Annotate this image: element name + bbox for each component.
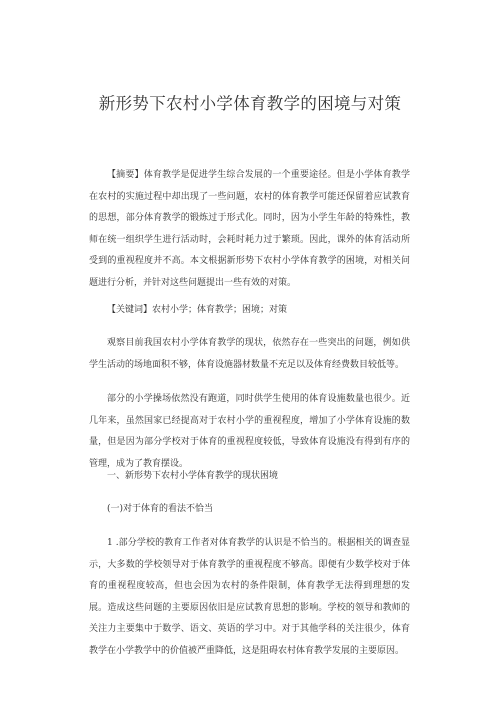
keywords-paragraph: 【关键词】农村小学；体育教学；困境；对策 bbox=[107, 305, 288, 315]
body-paragraph-1: 观察目前我国农村小学体育教学的现状，依然存在一些突出的问题，例如供学生活动的场地面积不够，体育设施器材数量不充足以及体育经费数目较低等。 bbox=[89, 338, 410, 370]
section-heading: 一、新形势下农村小学体育教学的现状困境 bbox=[107, 471, 279, 481]
point-1-paragraph: 1 .部分学校的教育工作者对体育教学的认识是不恰当的。根据相关的调查显示，大多数的学校领导对于体育教学的重视程度不够高。即便有少数学校对于体育的重视程度较高，但也会因为农村的条件限制，体育教学无法得到理想的发展。造成这些问题的主要原因依旧是应试教育思想的影响。学校的领导和教师的关注力主要集中于数学、语文、英语的学习中。对于其他学科的关注很少，体育教学在小学教学中的价值被严重降低，这是阻碍农村体育教学发展的主要原因。 bbox=[89, 538, 410, 656]
document-title: 新形势下农村小学体育教学的困境与对策 bbox=[98, 94, 402, 113]
body-paragraph-2: 部分的小学操场依然没有跑道，同时供学生使用的体育设施数量也很少。近几年来，虽然国家已经提高对于农村小学的重视程度，增加了小学体育设施的数量，但是因为部分学校对于体育的重视程度较低，导致体育设施没有得到有序的管理，成为了教育摆设。 bbox=[89, 394, 410, 469]
subsection-heading: (一)对于体育的看法不恰当 bbox=[107, 504, 214, 514]
abstract-paragraph: 【摘要】体育教学是促进学生综合发展的一个重要途径。但是小学体育教学在农村的实施过程中却出现了一些问题，农村的体育教学可能还保留着应试教育的思想，部分体育教学的锻炼过于形式化。同时，因为小学生年龄的特殊性，教师在统一组织学生进行活动时，会耗时耗力过于繁琐。因此，课外的体育活动所受到的重视程度并不高。本文根据新形势下农村小学体育教学的困境，对相关问题进行分析，并针对这些问题提出一些有效的对策。 bbox=[89, 170, 410, 288]
